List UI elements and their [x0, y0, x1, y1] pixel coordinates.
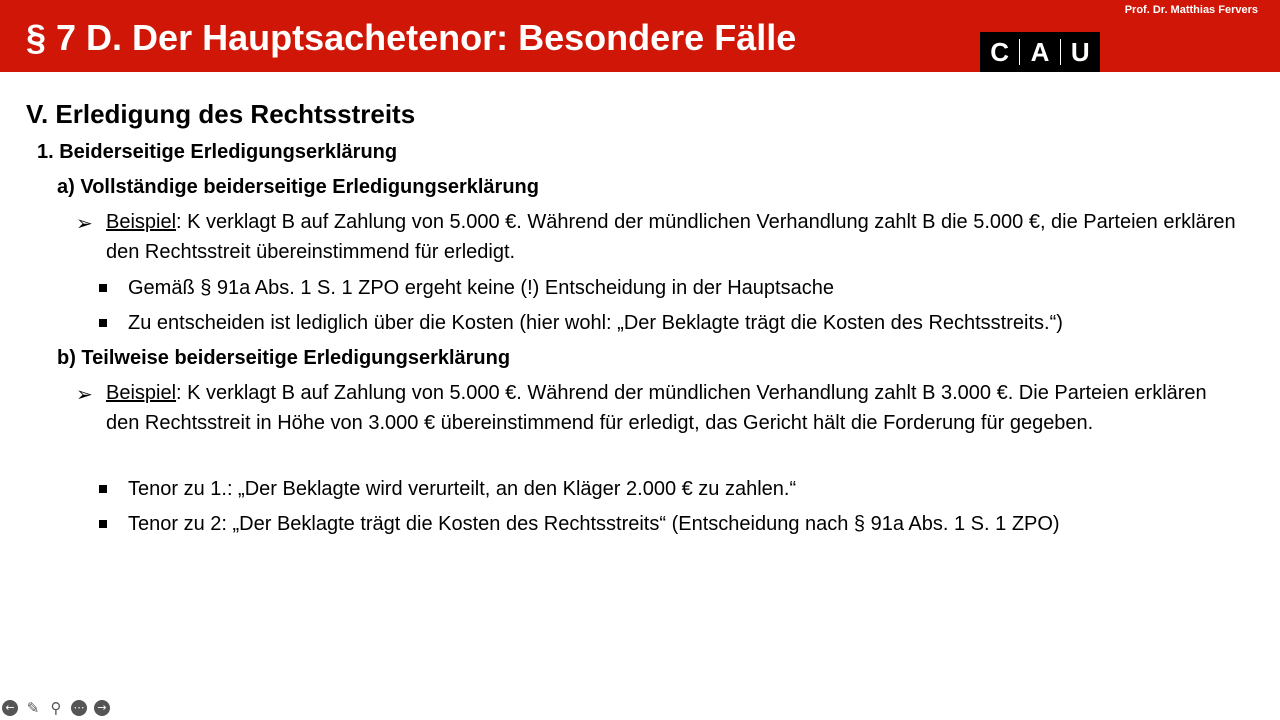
slide-title: § 7 D. Der Hauptsachetenor: Besondere Fälle — [26, 17, 797, 58]
previous-icon[interactable]: ← — [2, 700, 18, 716]
example-label: Beispiel — [106, 211, 177, 233]
arrow-bullet-icon: ➢ — [76, 213, 93, 235]
bullet-a-1: Gemäß § 91a Abs. 1 S. 1 ZPO ergeht keine (!) Entscheidung in der Hauptsache — [128, 277, 834, 299]
heading-a: a) Vollständige beiderseitige Erledigungserklärung — [57, 176, 539, 198]
section-heading: V. Erledigung des Rechtsstreits — [26, 99, 416, 129]
heading-b: b) Teilweise beiderseitige Erledigungserklärung — [57, 347, 511, 369]
presentation-controls — [2, 700, 110, 716]
zoom-icon[interactable]: ⚲ — [50, 699, 62, 717]
pen-icon[interactable]: ✎ — [26, 699, 40, 717]
bullet-b-1: Tenor zu 1.: „Der Beklagte wird verurteilt, an den Kläger 2.000 € zu zahlen.“ — [128, 478, 797, 500]
square-bullet-icon — [98, 319, 108, 329]
bullet-b-2: Tenor zu 2: „Der Beklagte trägt die Kosten des Rechtsstreits“ (Entscheidung nach § 91a Abs. 1 S. 1 ZPO) — [128, 513, 1060, 535]
more-icon[interactable]: ⋯ — [71, 700, 87, 716]
logo-letter: A — [1030, 36, 1050, 67]
example-b — [106, 378, 1236, 438]
cau-logo — [980, 32, 1100, 72]
subsection-heading: 1. Beiderseitige Erledigungserklärung — [37, 141, 398, 163]
square-bullet-icon — [98, 485, 108, 495]
author-label: Prof. Dr. Matthias Fervers — [1124, 4, 1258, 16]
example-a — [106, 207, 1236, 267]
example-label: Beispiel — [106, 382, 177, 404]
logo-letter: U — [1070, 36, 1090, 67]
bullet-a-2: Zu entscheiden ist lediglich über die Kosten (hier wohl: „Der Beklagte trägt die Kosten des Rechtsstreits.“) — [128, 312, 1063, 334]
next-icon[interactable]: → — [94, 700, 110, 716]
arrow-bullet-icon: ➢ — [76, 384, 93, 406]
example-text: : K verklagt B auf Zahlung von 5.000 €. Während der mündlichen Verhandlung zahlt B 3.000 €. Die Parteien erklären den Rechtsstreit in Höhe von 3.000 € übereinstimmend für erledigt, das Gericht hält die Forderung für gegeben. — [106, 382, 1207, 434]
square-bullet-icon — [98, 520, 108, 530]
example-text: : K verklagt B auf Zahlung von 5.000 €. Während der mündlichen Verhandlung zahlt B die 5.000 €, die Parteien erklären den Rechtsstreit übereinstimmend für erledigt. — [106, 211, 1236, 263]
square-bullet-icon — [98, 284, 108, 294]
logo-letter: C — [990, 36, 1010, 67]
